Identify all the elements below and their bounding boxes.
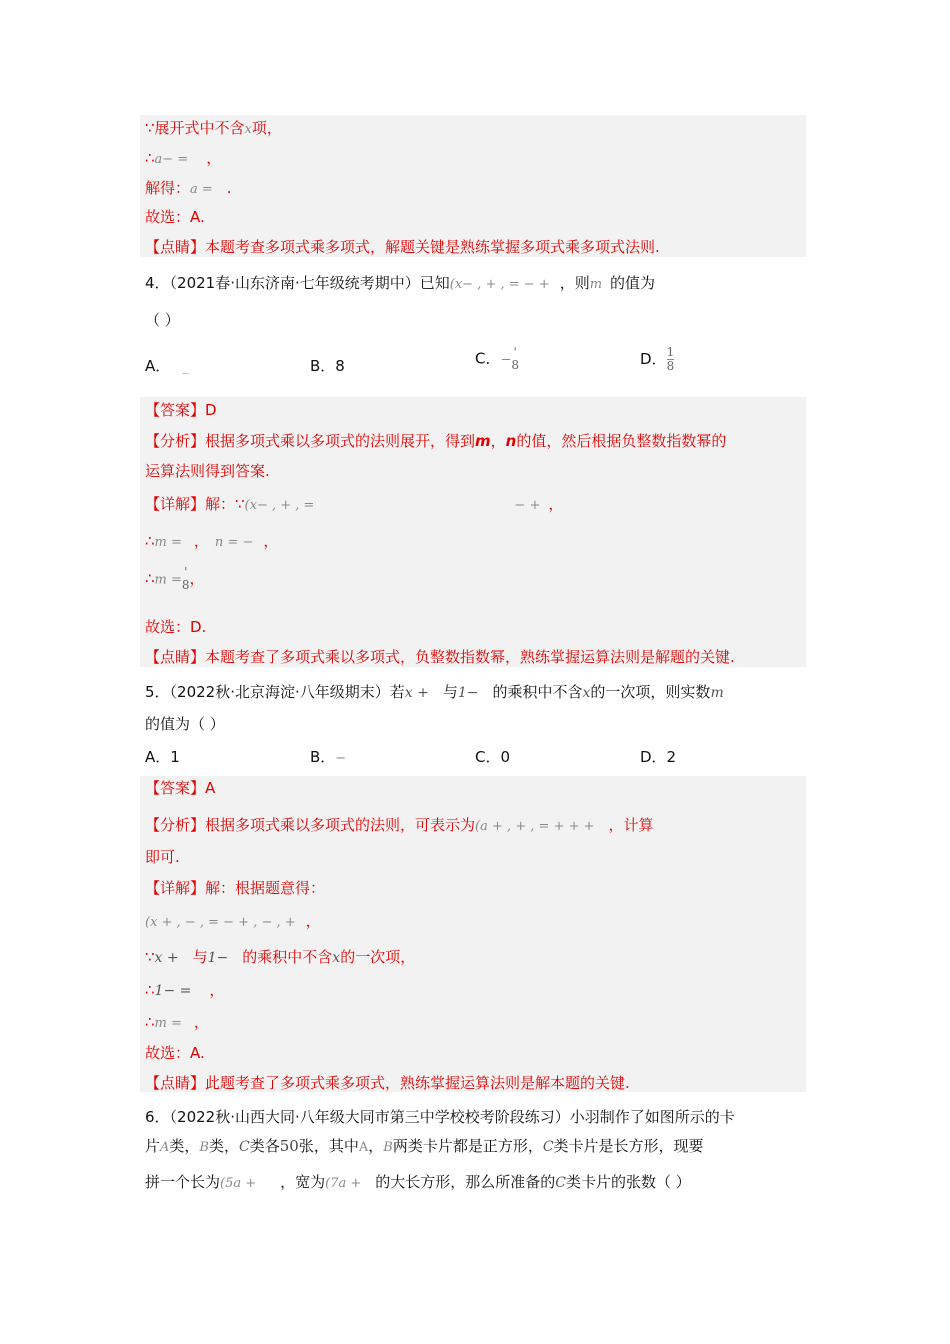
q5-analysis-line-2: 即可.: [145, 848, 180, 866]
q5-analysis-text: 【分析】根据多项式乘以多项式的法则，可表示为: [145, 816, 476, 834]
q4-paren: （ ）: [145, 311, 180, 329]
q3-text: .: [226, 179, 232, 197]
q4-analysis-line-2: 运算法则得到答案.: [145, 462, 270, 480]
q6-text: 片: [145, 1137, 161, 1155]
q3-line-4: 故选：A.: [145, 208, 205, 226]
q4-detail-text: ，: [263, 532, 279, 550]
q6-var: B: [383, 1140, 393, 1155]
q4-option-d: [640, 346, 674, 373]
q5-detail-line-1: 【详解】解：根据题意得：: [145, 879, 326, 897]
q6-text: 类卡片是长方形，现要: [553, 1137, 704, 1155]
q4-stem-text: 4．（2021春·山东济南·七年级统考期中）已知: [145, 274, 450, 292]
q4-detail-text: ，: [548, 495, 564, 513]
q5-detail-math: x +: [154, 950, 179, 966]
q3-text: 解得：: [145, 179, 191, 197]
q5-option-c: C．0: [475, 748, 511, 766]
q4-detail-text: ，: [193, 532, 209, 550]
q4-detail-line-3: [145, 566, 205, 592]
q4-comment: 【点睛】本题考查了多项式乘以多项式，负整数指数幂，熟练掌握运算法则是解题的关键.: [145, 648, 735, 666]
q5-option-a: A．1: [145, 748, 180, 766]
q4-option-c-sign: −: [500, 352, 512, 368]
q6-var: C: [555, 1175, 567, 1191]
q5-detail-line-5: [145, 1012, 209, 1034]
q6-text: 拼一个长为: [145, 1173, 221, 1191]
q5-stem-text: 5．（2022秋·北京海淀·八年级期末）若: [145, 683, 405, 701]
q4-detail-text: 【详解】解：∵: [145, 495, 245, 513]
q4-analysis-n: n: [505, 432, 517, 450]
q6-text: 类，: [169, 1137, 200, 1155]
q5-detail-text: 的乘积中不含: [242, 948, 333, 966]
q4-therefore: ∴: [145, 569, 155, 588]
q6-stem-line-3: [145, 1172, 691, 1194]
q4-option-a: [145, 356, 189, 378]
q5-because: ∵: [145, 948, 155, 966]
q4-analysis-text: ，: [490, 432, 506, 450]
q3-text: ，: [206, 149, 222, 167]
q5-analysis-line-1: [145, 815, 654, 837]
q6-text: 两类卡片都是正方形，: [392, 1137, 543, 1155]
q5-option-b-value: −: [335, 751, 347, 766]
q3-text: ∵展开式中不含: [145, 119, 245, 137]
q6-math: (5a +: [220, 1176, 257, 1191]
q4-option-c-label: C．: [475, 349, 501, 368]
q6-math: (7a +: [325, 1176, 362, 1191]
q4-detail-math: (x− , + , =: [244, 498, 315, 513]
q3-math-var: x: [244, 122, 252, 137]
q4-detail-line-1: [145, 494, 563, 516]
q3-math: a− =: [154, 152, 189, 167]
q3-line-2: [145, 148, 221, 170]
q4-analysis-text: 的值，然后根据负整数指数幂的: [516, 432, 727, 450]
q5-comment: 【点睛】此题考查了多项式乘多项式，熟练掌握运算法则是解本题的关键.: [145, 1074, 630, 1092]
q4-stem-text: ，则: [559, 274, 590, 292]
q5-detail-math: 1− =: [154, 983, 192, 999]
q5-detail-text: ，: [305, 912, 321, 930]
q6-text: 类卡片的张数（ ）: [566, 1173, 691, 1191]
q5-detail-math: m =: [154, 1016, 182, 1031]
q5-therefore: ∴: [145, 1013, 155, 1031]
q4-stem-text: 的值为: [610, 274, 656, 292]
q6-text: 的大长方形，那么所准备的: [375, 1173, 556, 1191]
q5-analysis-math: (a + , + , = + + +: [475, 819, 595, 834]
q5-detail-text: ，: [209, 981, 225, 999]
q5-option-b: [310, 747, 346, 769]
q5-detail-text: 的一次项，: [340, 948, 416, 966]
q4-analysis-line-1: [145, 431, 726, 451]
q4-detail-line-2: [145, 531, 278, 553]
q4-detail-text: ，: [189, 569, 205, 588]
q5-choose: 故选：A.: [145, 1044, 205, 1062]
q5-stem-var: x: [582, 685, 591, 701]
q4-option-a-value: _: [182, 360, 189, 375]
q3-comment: 【点睛】本题考查多项式乘多项式，解题关键是熟练掌握多项式乘多项式法则.: [145, 238, 660, 256]
q4-option-c-fraction: ' 8: [511, 345, 520, 372]
q4-detail-math: n = −: [214, 535, 254, 550]
q5-stem-math: 1−: [457, 685, 479, 701]
q6-var: B: [199, 1140, 209, 1155]
q5-analysis-text: ，计算: [608, 816, 654, 834]
q6-stem-line-2: [145, 1136, 704, 1158]
q4-detail-math: m =: [154, 572, 182, 588]
q4-stem: [145, 273, 655, 295]
q5-option-b-label: B．: [310, 748, 336, 766]
q5-option-d: D．2: [640, 748, 677, 766]
q5-answer: 【答案】A: [145, 779, 216, 797]
q6-var: C: [542, 1139, 554, 1155]
q4-detail-math: m =: [154, 535, 182, 550]
q5-stem-math: x +: [404, 685, 429, 701]
q5-detail-text: ，: [193, 1013, 209, 1031]
q3-math: a =: [190, 182, 213, 197]
q3-line-1: [145, 118, 282, 140]
q4-analysis-text: 【分析】根据多项式乘以多项式的法则展开，得到: [145, 432, 476, 450]
q6-text: 类，: [208, 1137, 239, 1155]
q6-text: 类各: [249, 1137, 280, 1155]
q6-number: 50: [279, 1137, 299, 1155]
q5-stem-line-1: [145, 682, 724, 703]
q5-therefore: ∴: [145, 981, 155, 999]
q5-detail-text: 与: [192, 948, 208, 966]
q4-option-d-fraction: $\frac{1}{8}$: [666, 345, 675, 373]
q4-option-c: [475, 346, 519, 372]
q5-detail-line-4: [145, 980, 224, 1001]
q6-var: C: [239, 1139, 250, 1155]
q4-detail-math: − +: [514, 498, 541, 513]
q5-stem-text: 的乘积中不含: [492, 683, 583, 701]
q4-option-d-label: D．: [640, 350, 667, 368]
q5-detail-line-3: [145, 947, 415, 968]
q4-analysis-m: m: [475, 432, 491, 450]
q3-text: 项，: [251, 119, 282, 137]
q6-text: ，: [368, 1137, 384, 1155]
q5-stem-text: 的一次项，则实数: [590, 683, 711, 701]
q4-stem-var: m: [589, 277, 603, 292]
q4-answer: 【答案】D: [145, 401, 217, 419]
q4-choose: 故选：D.: [145, 618, 207, 636]
q3-line-3: [145, 178, 232, 200]
q5-stem-text: 与: [442, 683, 458, 701]
q5-detail-math: (x + , − , = − + , − , +: [145, 915, 296, 930]
q5-stem-line-2: 的值为（ ）: [145, 715, 225, 733]
q6-text: ，宽为: [280, 1173, 326, 1191]
q6-var: A: [358, 1140, 369, 1155]
q5-detail-math: 1−: [207, 950, 229, 966]
q4-detail-fraction: ' 8: [181, 565, 190, 592]
q5-detail-var: x: [332, 950, 341, 966]
q4-therefore: ∴: [145, 532, 155, 550]
q3-therefore: ∴: [145, 149, 155, 167]
q6-var: A: [160, 1140, 170, 1155]
q5-detail-line-2: [145, 911, 321, 933]
q5-stem-var: m: [710, 685, 724, 701]
q6-text: 张，其中: [298, 1137, 359, 1155]
q4-option-a-label: A．: [145, 357, 171, 375]
q4-stem-math: (x− , + , = − +: [449, 277, 550, 292]
q6-stem-line-1: 6．（2022秋·山西大同·八年级大同市第三中学校校考阶段练习）小羽制作了如图所示的卡: [145, 1108, 735, 1126]
q4-option-b: B．8: [310, 357, 345, 375]
